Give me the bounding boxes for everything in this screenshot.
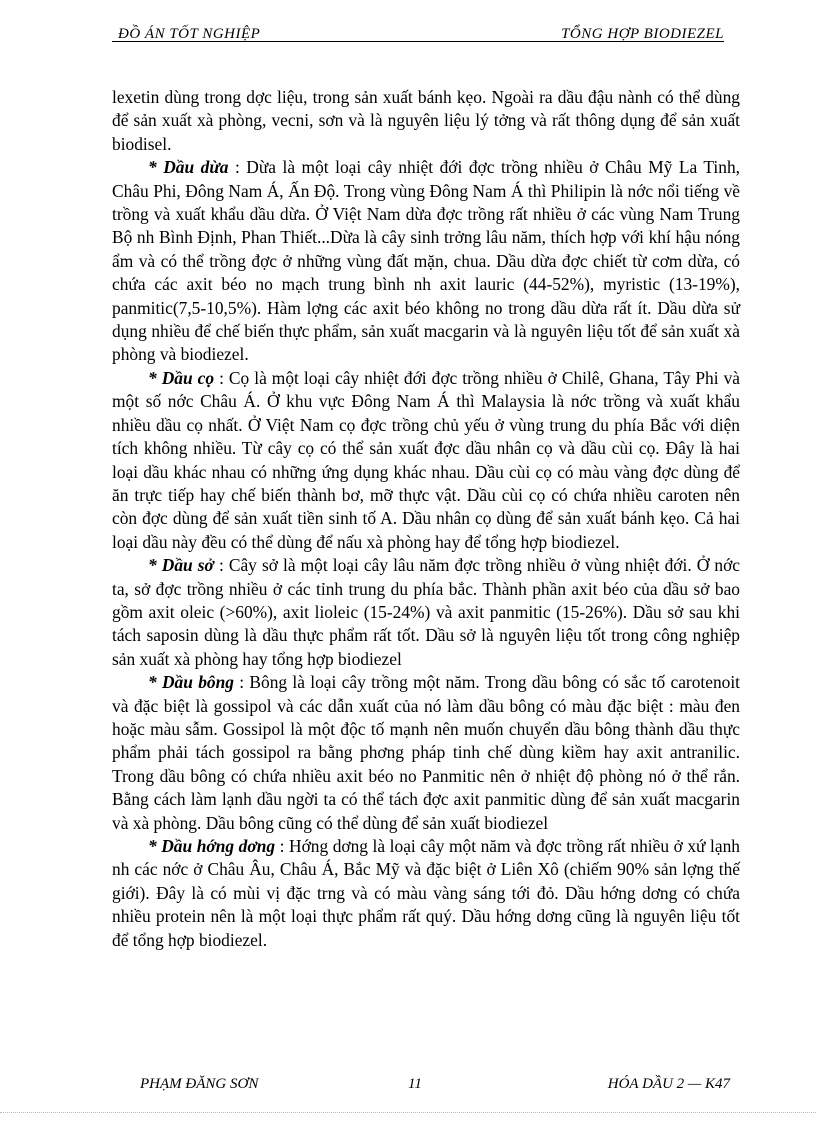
paragraph-coconut-oil xyxy=(112,156,740,367)
paragraph-term: * Dầu dừa xyxy=(148,157,229,178)
footer-page-number: 11 xyxy=(408,1076,422,1092)
header-title-left: ĐỒ ÁN TỐT NGHIỆP xyxy=(118,26,261,42)
body-text xyxy=(112,86,740,952)
paragraph-sunflower-oil xyxy=(112,835,740,952)
paragraph-intro xyxy=(112,86,740,156)
paragraph-text: : Cọ là một loại cây nhiệt đới đợc trồng nhiều ở Chilê, Ghana, Tây Phi và một số nớc Châu Á. Ở khu vực Đông Nam Á thì Malaysia là nớc trồng và xuất khẩu nhiều dầu cọ nhất. Ở Việt Nam cọ đợc trồng chủ yếu ở vùng trung du phía Bắc với diện tích không nhiều. Từ cây cọ có thể sản xuất đợc dầu nhân cọ và dầu cùi cọ. Đây là hai loại dầu khác nhau có những ứng dụng khác nhau. Dầu cùi cọ có màu vàng đợc dùng để ăn trực tiếp hay chế biến thành bơ, mỡ thực vật. Dầu cùi cọ có chứa nhiều caroten nên còn đợc dùng để sản xuất tiền sinh tố A. Dầu nhân cọ dùng để sản xuất bánh kẹo. Cả hai loại dầu này đều có thể dùng để nấu xà phòng hay để tổng hợp biodiezel. xyxy=(112,367,740,552)
paragraph-term: * Dầu sở xyxy=(148,555,214,576)
paragraph-term: * Dầu hớng dơng xyxy=(148,836,276,856)
paragraph-text: : Cây sở là một loại cây lâu năm đợc trồng nhiều ở vùng nhiệt đới. Ở nớc ta, sở đợc trồng nhiều ở các tỉnh trung du phía bắc. Thành phần axit béo của dầu sở bao gồm axit oleic (>60%), axit lioleic (15-24%) và axit panmitic (15-26%). Dầu sở sau khi tách saposin dùng là dầu thực phẩm rất tốt. Dầu sở là nguyên liệu tốt trong công nghiệp sản xuất xà phòng hay tổng hợp biodiezel xyxy=(112,555,740,669)
footer-class: HÓA DẦU 2 — K47 xyxy=(607,1076,730,1092)
paragraph-palm-oil xyxy=(112,367,740,554)
paragraph-text: : Bông là loại cây trồng một năm. Trong dầu bông có sắc tố carotenoit và đặc biệt là gossipol và các dẫn xuất của nó làm dầu bông có màu đặc biệt : màu đen hoặc màu sẫm. Gossipol là một độc tố mạnh nên muốn chuyển dầu bông thành dầu thực phẩm phải tách gossipol ra bằng phơng pháp tinh chế dùng kiềm hay axit antranilic. Trong dầu bông có chứa nhiều axit béo no Panmitic nên ở nhiệt độ phòng nó ở thể rắn. Bằng cách làm lạnh dầu ngời ta có thể tách đợc axit panmitic dùng để sản xuất macgarin và xà phòng. Dầu bông cũng có thể dùng để sản xuất biodiezel xyxy=(112,672,741,833)
footer-rule xyxy=(0,1112,816,1113)
header-title-right: TỔNG HỢP BIODIEZEL xyxy=(561,26,724,42)
paragraph-term: * Dầu cọ xyxy=(148,367,215,388)
paragraph-cotton-oil xyxy=(112,671,740,835)
header-rule xyxy=(112,41,724,42)
paragraph-text: lexetin dùng trong dợc liệu, trong sản xuất bánh kẹo. Ngoài ra dầu đậu nành có thể dùng để sản xuất xà phòng, vecni, sơn và là nguyên liệu lý tởng và rất thông dụng để sản xuất biodisel. xyxy=(112,87,740,154)
paragraph-text: : Dừa là một loại cây nhiệt đới đợc trồng nhiều ở Châu Mỹ La Tinh, Châu Phi, Đông Nam Á, Ấn Độ. Trong vùng Đông Nam Á thì Philipin là nớc nổi tiếng về trồng và xuất khẩu dầu dừa. Ở Việt Nam dừa đợc trồng rất nhiều ở các vùng Nam Trung Bộ nh Bình Định, Phan Thiết...Dừa là cây sinh trởng lâu năm, thích hợp với khí hậu nóng ẩm và có thể trồng đợc ở những vùng đất mặn, chua. Dầu dừa đợc chiết từ cơm dừa, có chứa các axit béo no mạch trung bình nh axit lauric (44-52%), myristic (13-19%), panmitic(7,5-10,5%). Hàm lợng các axit béo không no trong dầu dừa rất ít. Dầu dừa sử dụng nhiều để chế biến thực phẩm, sản xuất macgarin và là nguyên liệu tốt để sản xuất xà phòng và biodiezel. xyxy=(112,157,740,365)
page-header xyxy=(112,26,724,46)
paragraph-text: : Hớng dơng là loại cây một năm và đợc trồng rất nhiều ở xứ lạnh nh các nớc ở Châu Âu, Châu Á, Bắc Mỹ và đặc biệt ở Liên Xô (chiếm 90% sản lợng thế giới). Đây là có mùi vị đặc trng và có màu vàng sáng tới đỏ. Dầu hớng dơng có chứa nhiều protein nên là một loại thực phẩm rất quý. Dầu hớng dơng cũng là nguyên liệu tốt để tổng hợp biodiezel. xyxy=(112,836,740,950)
footer-author: PHẠM ĐĂNG SƠN xyxy=(140,1076,259,1092)
paragraph-tea-oil xyxy=(112,554,740,671)
page-footer xyxy=(140,1076,730,1098)
paragraph-term: * Dầu bông xyxy=(148,672,234,693)
